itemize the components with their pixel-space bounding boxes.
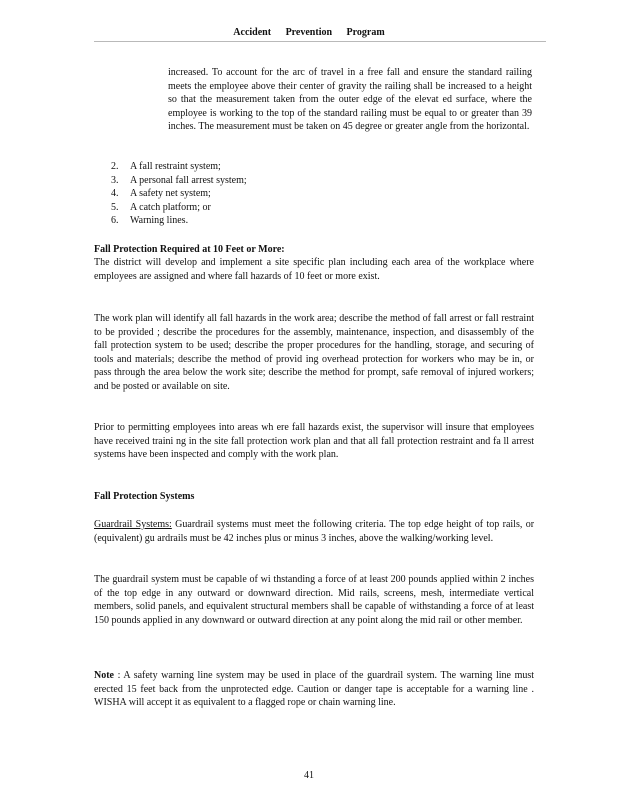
list-item-text: A catch platform; or xyxy=(130,201,211,213)
list-item-text: A fall restraint system; xyxy=(130,161,221,172)
list-item-text: A safety net system; xyxy=(130,188,211,199)
list-item-number: 2. xyxy=(111,161,119,172)
list-item-number: 4. xyxy=(111,188,119,199)
page-number: 41 xyxy=(304,770,314,781)
note-text: : A safety warning line system may be used in place of the guardrail system. The warning line must erected 15 feet back from the unprotected edge. Caution or danger tape is acceptable for a warning line . WISHA will accept it as equivalent to a flagged rope or chain warning line. xyxy=(94,670,535,708)
list-item xyxy=(111,214,247,228)
list-item-number: 6. xyxy=(111,215,119,226)
paragraph-training: Prior to permitting employees into areas wh ere fall hazards exist, the supervisor will insure that employees have received traini ng in the site fall protection work plan and that all fall protection restraint and fa ll arrest systems have been inspected and comply with the work plan. xyxy=(94,422,534,460)
list-item-number: 3. xyxy=(111,174,119,186)
section-heading-systems: Fall Protection Systems xyxy=(94,491,195,502)
section-heading-10ft: Fall Protection Required at 10 Feet or More: xyxy=(94,244,285,255)
paragraph-work-plan: The work plan will identify all fall hazards in the work area; describe the method of fall arrest or fall restraint to be provided ; describe the procedures for the assembly, maintenance, inspection, and disassembly of the fall protection system to be used; describe the proper procedures for the handling, storage, and securing of tools and materials; describe the method of provid ing overhead protection for workers who may be in, or pass through the area below the work site; describe the method for prompt, safe removal of injured workers; and be posted or available on site. xyxy=(94,313,534,392)
list-item xyxy=(111,160,247,174)
paragraph-guardrail xyxy=(94,518,534,545)
guardrail-text: Guardrail systems must meet the following criteria. The top edge height of top rails, or (equivalent) gu ardrails must be 42 inches plus or minus 3 inches, above the walking/working level. xyxy=(94,519,535,544)
header-divider xyxy=(94,41,546,42)
paragraph-site-plan: The district will develop and implement a site specific plan including each area of the workplace where employees are assigned and where fall hazards of 10 feet or more exist. xyxy=(94,257,534,282)
fall-protection-methods-list xyxy=(111,160,247,228)
list-item xyxy=(111,187,247,201)
list-item-text: A personal fall arrest system; xyxy=(130,174,247,186)
note-label: Note xyxy=(94,670,114,681)
running-header: Accident Prevention Program xyxy=(233,27,385,38)
list-item xyxy=(111,174,247,188)
list-item-number: 5. xyxy=(111,201,119,213)
list-item xyxy=(111,201,247,215)
continued-paragraph: increased. To account for the arc of travel in a free fall and ensure the standard railing meets the employee above their center of gravity the railing shall be increased to a height so that the measurement taken from the outer edge of the elevat ed surface, where the employee is working to the top of the standard railing must be equal to or greater than 39 inches. The measurement must be taken on 45 degree or greater angle from the horizontal. xyxy=(168,67,532,132)
list-item-text: Warning lines. xyxy=(130,215,189,226)
paragraph-guardrail-strength: The guardrail system must be capable of wi thstanding a force of at least 200 pounds applied within 2 inches of the top edge in any outward or downward direction. Mid rails, screens, mesh, intermediate vertical members, solid panels, and equivalent structural members shall be capable of withstanding a force of at least 150 pounds applied in any downward or outward direction at any point along the mid rail or other member. xyxy=(94,574,534,626)
guardrail-label: Guardrail Systems: xyxy=(94,519,172,530)
paragraph-note xyxy=(94,669,534,710)
